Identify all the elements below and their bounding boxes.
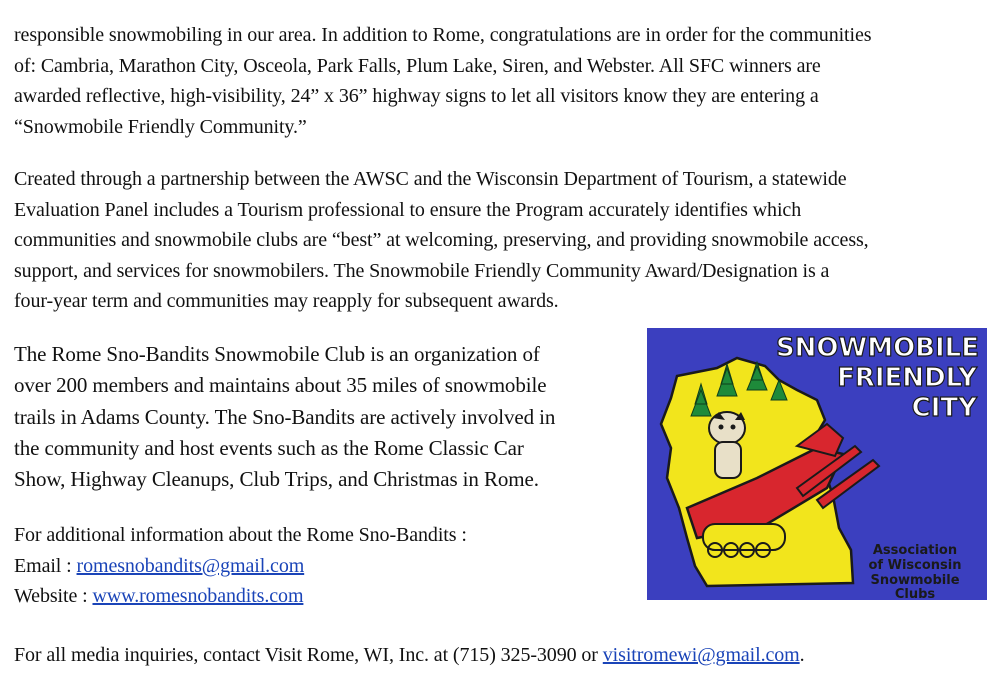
text-line: Show, Highway Cleanups, Club Trips, and Christmas in Rome. — [14, 467, 539, 492]
email-row — [14, 551, 467, 582]
text-line: awarded reflective, high-visibility, 24” x 36” highway signs to let all visitors know they are entering a — [14, 85, 819, 108]
website-link[interactable]: www.romesnobandits.com — [92, 585, 304, 608]
media-email-link[interactable]: visitromewi@gmail.com — [602, 644, 800, 666]
paragraph-club-info — [14, 339, 555, 495]
text-line: “Snowmobile Friendly Community.” — [14, 115, 307, 138]
logo-org-line: Clubs — [894, 587, 936, 600]
text-line: four-year term and communities may reapply for subsequent awards. — [14, 290, 559, 313]
text-line: trails in Adams County. The Sno-Bandits are actively involved in — [14, 404, 556, 429]
text-line: the community and host events such as the Rome Classic Car — [14, 435, 524, 460]
text-line: Created through a partnership between the AWSC and the Wisconsin Department of Tourism, a statewide — [14, 168, 847, 190]
email-link[interactable]: romesnobandits@gmail.com — [76, 554, 305, 577]
text-line: The Rome Sno-Bandits Snowmobile Club is an organization of — [14, 342, 540, 366]
contact-block — [14, 520, 467, 612]
contact-intro: For additional information about the Rome Sno-Bandits : — [14, 524, 467, 546]
logo-org-line: of Wisconsin — [868, 558, 962, 573]
logo-title-line: SNOWMOBILE — [775, 333, 979, 363]
snowmobile-friendly-city-logo — [647, 328, 987, 600]
logo-org-line: Snowmobile — [870, 573, 960, 588]
text-line: over 200 members and maintains about 35 miles of snowmobile — [14, 373, 547, 398]
text-line: responsible snowmobiling in our area. In addition to Rome, congratulations are in order for the communities — [14, 24, 872, 46]
logo-title-line: CITY — [911, 393, 977, 423]
logo-org-line: Association — [872, 543, 958, 558]
logo-title-line: FRIENDLY — [837, 363, 977, 393]
paragraph-partnership — [14, 164, 869, 317]
website-row — [14, 581, 467, 612]
media-inquiries — [14, 640, 805, 671]
media-end: . — [799, 644, 805, 666]
track — [703, 524, 785, 550]
text-line: communities and snowmobile clubs are “best” at welcoming, preserving, and providing snowmobile access, — [14, 229, 869, 252]
email-label: Email : — [14, 554, 77, 577]
media-text: For all media inquiries, contact Visit Rome, WI, Inc. at (715) 325-3090 or — [14, 644, 603, 666]
text-line: support, and services for snowmobilers. The Snowmobile Friendly Community Award/Designation is a — [14, 259, 830, 282]
paragraph-sfc-winners — [14, 20, 871, 142]
text-line: of: Cambria, Marathon City, Osceola, Park Falls, Plum Lake, Siren, and Webster. All SFC winners are — [14, 54, 821, 77]
text-line: Evaluation Panel includes a Tourism professional to ensure the Program accurately identifies which — [14, 198, 802, 221]
website-label: Website : — [14, 585, 93, 608]
